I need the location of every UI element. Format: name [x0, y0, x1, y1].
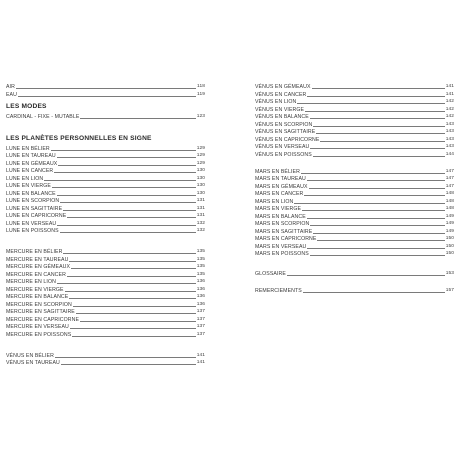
toc-entry-label: VÉNUS EN LION	[255, 99, 297, 105]
toc-entry-label: VÉNUS EN BALANCE	[255, 114, 309, 120]
dotted-leader	[310, 254, 445, 256]
toc-entry-label: MARS EN SCORPION	[255, 221, 310, 227]
toc-entry-label: MARS EN SAGITTAIRE	[255, 228, 313, 235]
toc-entry-page: 148	[445, 198, 454, 204]
section-heading-planets: LES PLANÈTES PERSONNELLES EN SIGNE	[6, 135, 152, 142]
toc-entry-page: 123	[196, 114, 205, 119]
toc-entry-page: 147	[445, 176, 454, 181]
toc-entry-page: 137	[196, 331, 205, 337]
toc-entry-thanks[interactable]	[255, 286, 454, 294]
toc-entry-page: 137	[196, 316, 205, 322]
toc-entry-label: GLOSSAIRE	[255, 271, 286, 277]
toc-entry-label: MERCURE EN TAUREAU	[6, 256, 69, 263]
toc-entry-page: 130	[196, 183, 205, 188]
toc-entry-label: MERCURE EN BALANCE	[6, 294, 69, 300]
toc-entry-label: VÉNUS EN VERSEAU	[255, 144, 310, 150]
toc-entry-label: VÉNUS EN BÉLIER	[6, 352, 54, 359]
toc-entry[interactable]	[6, 82, 205, 90]
toc-entry-label: VÉNUS EN POISSONS	[255, 151, 312, 158]
toc-entry-page: 129	[196, 153, 205, 158]
toc-entry-label: VÉNUS EN SCORPION	[255, 121, 313, 128]
toc-entry-page: 129	[196, 145, 205, 151]
toc-entry-label: VÉNUS EN CANCER	[255, 91, 307, 98]
toc-entry-page: 142	[445, 114, 454, 119]
toc-entry-label: MARS EN GÉMEAUX	[255, 183, 308, 190]
toc-entry-page: 135	[196, 264, 205, 269]
dotted-leader	[80, 117, 195, 119]
toc-entry-label: MARS EN CAPRICORNE	[255, 236, 317, 242]
toc-entry-page: 135	[196, 271, 205, 277]
toc-entry-label: LUNE EN BALANCE	[6, 190, 56, 197]
toc-entry-label: REMERCIEMENTS	[255, 287, 302, 294]
toc-entry-page: 130	[196, 175, 205, 181]
toc-entry-label: LUNE EN CANCER	[6, 168, 54, 174]
toc-entry-page: 141	[445, 91, 454, 97]
dotted-leader	[61, 363, 196, 365]
toc-entry-page: 130	[196, 190, 205, 196]
toc-entry-page: 143	[445, 136, 454, 142]
toc-entry-label: MARS EN VERSEAU	[255, 243, 307, 250]
toc-entry-label: MARS EN POISSONS	[255, 251, 309, 257]
toc-entry-page: 153	[445, 271, 454, 276]
toc-entry-page: 150	[445, 251, 454, 256]
toc-entry-label: LUNE EN VERSEAU	[6, 220, 57, 227]
toc-entry-page: 144	[445, 151, 454, 157]
toc-entry-label: MARS EN TAUREAU	[255, 176, 306, 182]
toc-entry-page: 142	[445, 106, 454, 112]
toc-entry-page: 131	[196, 205, 205, 211]
toc-entry-page: 131	[196, 198, 205, 203]
toc-entry-label: EAU	[6, 92, 17, 98]
toc-entry-page: 137	[196, 309, 205, 314]
toc-entry-label: MERCURE EN SAGITTAIRE	[6, 309, 75, 315]
toc-entry-label: CARDINAL - FIXE - MUTABLE	[6, 114, 80, 120]
toc-entry-glossary[interactable]	[255, 269, 454, 277]
toc-entry-page: 136	[196, 286, 205, 292]
toc-entry-page: 132	[196, 220, 205, 226]
toc-entry-page: 129	[196, 160, 205, 166]
toc-entry[interactable]	[6, 358, 205, 366]
toc-entry-label: LUNE EN VIERGE	[6, 183, 51, 189]
toc-entry-page: 132	[196, 228, 205, 233]
toc-entry-page: 148	[445, 206, 454, 211]
toc-entry-page: 150	[445, 236, 454, 241]
toc-entry-page: 143	[445, 129, 454, 134]
dotted-leader	[72, 335, 195, 337]
dotted-leader	[287, 274, 445, 276]
toc-entry-label: VÉNUS EN CAPRICORNE	[255, 136, 320, 143]
toc-entry[interactable]	[6, 112, 205, 120]
toc-entry-label: LUNE EN SAGITTAIRE	[6, 205, 63, 212]
toc-entry-label: MERCURE EN VIERGE	[6, 286, 64, 293]
dotted-leader	[60, 231, 196, 233]
toc-entry-label: AIR	[6, 84, 15, 90]
toc-entry[interactable]	[255, 249, 454, 257]
toc-entry-page: 131	[196, 213, 205, 218]
toc-entry-page: 119	[197, 92, 205, 97]
toc-entry-page: 136	[196, 279, 205, 284]
toc-entry-label: VÉNUS EN GÉMEAUX	[255, 84, 311, 90]
toc-entry-label: MARS EN BÉLIER	[255, 168, 300, 175]
toc-entry-page: 149	[445, 221, 454, 226]
toc-entry[interactable]	[6, 330, 205, 338]
toc-entry-label: MERCURE EN GÉMEAUX	[6, 264, 71, 270]
toc-entry-label: MARS EN BALANCE	[255, 213, 306, 220]
toc-entry-page: 136	[196, 301, 205, 307]
toc-entry-label: LUNE EN CAPRICORNE	[6, 213, 67, 219]
toc-entry-page: 142	[445, 99, 454, 104]
toc-entry-label: MERCURE EN VERSEAU	[6, 324, 69, 330]
toc-entry-label: MERCURE EN CAPRICORNE	[6, 316, 80, 323]
toc-entry-page: 118	[197, 84, 205, 89]
dotted-leader	[303, 291, 445, 293]
toc-entry-label: MARS EN VIERGE	[255, 206, 302, 212]
toc-entry-page: 135	[196, 256, 205, 262]
toc-entry-label: MERCURE EN LION	[6, 279, 56, 285]
toc-entry-page: 143	[445, 121, 454, 127]
toc-entry-page: 141	[196, 352, 205, 358]
toc-entry-page: 147	[445, 183, 454, 189]
section-heading-modes: LES MODES	[6, 103, 47, 110]
toc-entry-page: 149	[445, 213, 454, 219]
toc-entry-page: 157	[445, 287, 454, 293]
toc-entry-page: 137	[196, 324, 205, 329]
toc-entry-label: VÉNUS EN VIERGE	[255, 106, 305, 113]
toc-entry-page: 149	[445, 228, 454, 234]
toc-entry-page: 136	[196, 294, 205, 299]
toc-entry-label: LUNE EN SCORPION	[6, 198, 60, 204]
toc-entry-page: 135	[196, 249, 205, 254]
toc-entry-page: 147	[445, 168, 454, 174]
toc-entry-label: VÉNUS EN SAGITTAIRE	[255, 129, 316, 135]
toc-entry-label: LUNE EN POISSONS	[6, 228, 59, 234]
toc-entry-label: MARS EN LION	[255, 198, 294, 205]
toc-entry-page: 130	[196, 168, 205, 173]
toc-entry-label: MERCURE EN BÉLIER	[6, 249, 63, 255]
dotted-leader	[16, 87, 196, 89]
toc-entry-label: LUNE EN LION	[6, 175, 44, 182]
toc-entry[interactable]	[6, 90, 205, 98]
toc-entry-page: 143	[445, 144, 454, 149]
toc-entry-label: LUNE EN GÉMEAUX	[6, 160, 58, 167]
toc-entry-page: 141	[196, 360, 205, 365]
toc-entry-label: LUNE EN TAUREAU	[6, 153, 56, 159]
toc-entry-page: 150	[445, 243, 454, 249]
toc-entry-label: MARS EN CANCER	[255, 191, 304, 197]
toc-entry-label: MERCURE EN POISSONS	[6, 331, 72, 338]
toc-entry-label: VÉNUS EN TAUREAU	[6, 360, 60, 366]
toc-entry-page: 141	[445, 84, 454, 89]
toc-entry[interactable]	[6, 226, 205, 234]
toc-entry-label: MERCURE EN SCORPION	[6, 301, 72, 308]
toc-entry[interactable]	[255, 150, 454, 158]
toc-entry-page: 148	[445, 191, 454, 196]
dotted-leader	[313, 155, 445, 157]
dotted-leader	[18, 95, 196, 97]
toc-entry-label: LUNE EN BÉLIER	[6, 145, 50, 152]
toc-entry-label: MERCURE EN CANCER	[6, 271, 66, 278]
